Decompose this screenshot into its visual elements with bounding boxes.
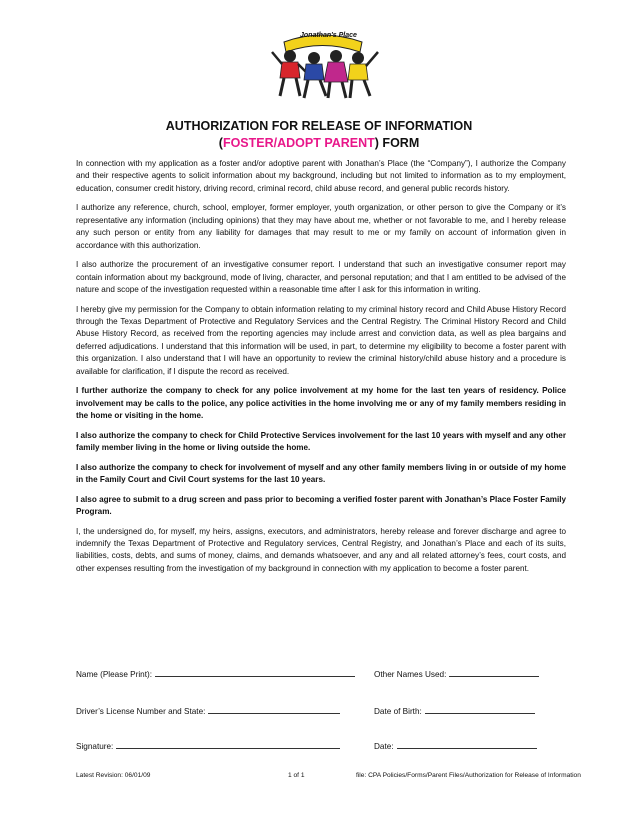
form-title: AUTHORIZATION FOR RELEASE OF INFORMATION [165, 119, 473, 133]
paragraph-references: I authorize any reference, church, school, employer, former employer, youth organization, or other person to give the Company or it’s representative any information (including opinions) that they may have about me, whether or not favorable to me, and I hereby release any such person or entity from any liability for damages that may result to me or my family on account of information given in accordance with this authorization. [76, 203, 566, 250]
dob-label: Date of Birth: [374, 707, 422, 716]
license-label: Driver’s License Number and State: [76, 707, 206, 716]
form-body [76, 158, 566, 582]
name-line[interactable] [155, 668, 355, 677]
other-names-label: Other Names Used: [374, 670, 447, 679]
dob-line[interactable] [425, 705, 535, 714]
footer-page-number: 1 of 1 [288, 772, 305, 779]
license-line[interactable] [208, 705, 340, 714]
footer-revision: Latest Revision: 06/01/09 [76, 772, 151, 779]
paragraph-cps: I also authorize the company to check for Child Protective Services involvement for the last 10 years with myself and any other family member living in the home or living outside the home. [76, 430, 566, 453]
date-line[interactable] [397, 740, 537, 749]
form-subtitle: (FOSTER/ADOPT PARENT) FORM [218, 136, 420, 150]
name-label: Name (Please Print): [76, 670, 152, 679]
logo-text: Jonathan's Place [300, 32, 357, 39]
paragraph-criminal-history: I hereby give my permission for the Company to obtain information relating to my criminal history record and Child Abuse History Record through the Texas Department of Protective and Regulatory Services and the Central Registry. The Criminal History Record and Child Abuse History Record, as received from the reporting agencies may include arrest and conviction data, as well as plea bargains and deferred adjudications. I understand that this information will be used, in part, to determine my eligibility to become a foster parent with this organization. I also understand that I will have an opportunity to review the criminal history/child abuse history and a procedure is available for clarification, if I dispute the record as received. [76, 304, 566, 376]
other-names-line[interactable] [449, 668, 539, 677]
paragraph-consent: In connection with my application as a foster and/or adoptive parent with Jonathan’s Place (the “Company”), I authorize the Company and their respective agents to solicit information about my background, including but not limited to information as to my employment, education, consumer credit history, driving record, criminal record, child abuse record, and general public records history. [76, 159, 566, 193]
footer-file-path: file: CPA Policies/Forms/Parent Files/Authorization for Release of Information [356, 772, 581, 779]
signature-line[interactable] [116, 740, 340, 749]
jonathans-place-logo [254, 22, 390, 104]
paragraph-release: I, the undersigned do, for myself, my heirs, assigns, executors, and administrators, hereby release and forever discharge and agree to indemnify the Texas Department of Protective and Regulatory services, Central Registry, and Jonathan’s Place and each of its suits, liabilities, costs, debts, and sums of money, claims, and demands whatsoever, and any and all related attorney’s fees, court costs, and other expenses resulting from the investigation of my background in connection with my application to become a foster parent. [76, 526, 566, 573]
paragraph-consumer-report: I also authorize the procurement of an investigative consumer report. I understand that such an investigative consumer report may contain information about my background, mode of living, character, and personal reputation; and that I am entitled to be advised of the nature and scope of the investigation requested within a reasonable time after I ask for this information in writing. [76, 260, 566, 295]
paragraph-police: I further authorize the company to check for any police involvement at my home for the last ten years of residency. Police involvement may be calls to the police, any police activities in the home involving me or any of my family members residing in the home or visiting in the home. [76, 386, 566, 421]
date-label: Date: [374, 742, 394, 751]
foster-adopt-highlight: FOSTER/ADOPT PARENT [222, 136, 375, 150]
paragraph-court: I also authorize the company to check for involvement of myself and any other family members living in or outside of my home in the Family Court and Civil Court systems for the last 10 years. [76, 462, 566, 485]
signature-label: Signature: [76, 742, 114, 751]
paragraph-drug-screen: I also agree to submit to a drug screen and pass prior to becoming a verified foster parent with Jonathan’s Place Foster Family Program. [76, 494, 566, 517]
